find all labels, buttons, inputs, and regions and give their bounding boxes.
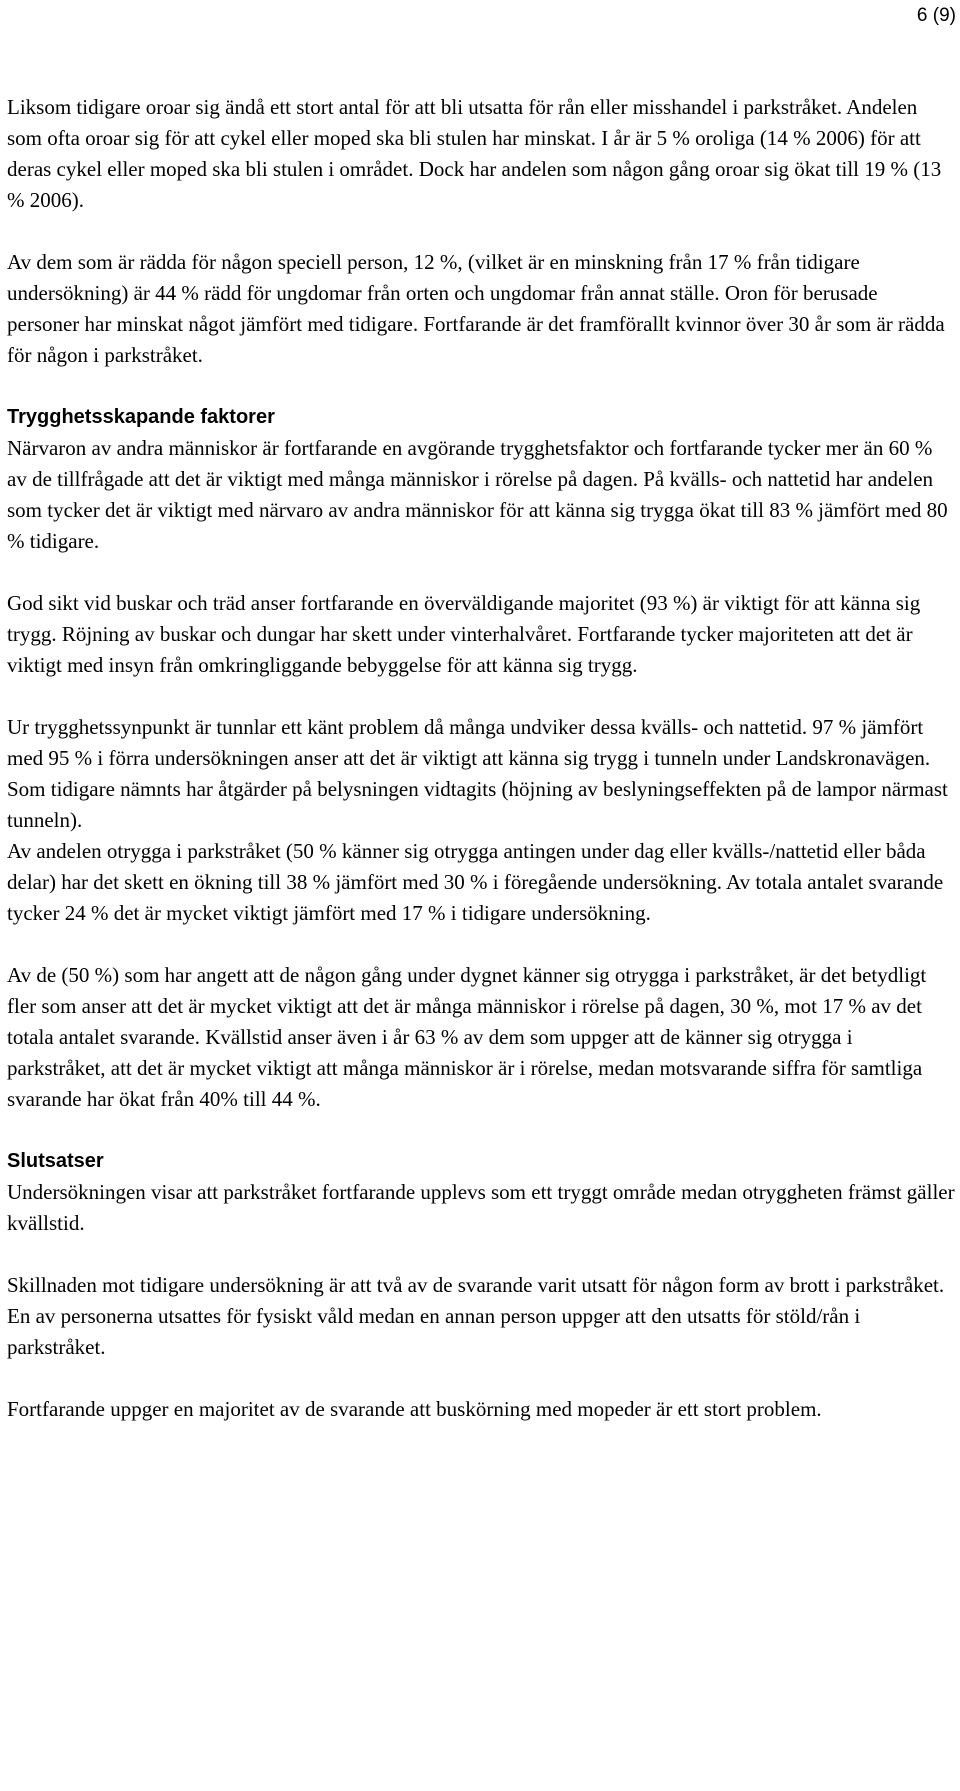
- paragraph-buskorning: Fortfarande uppger en majoritet av de svarande att buskörning med mopeder är ett stort problem.: [7, 1397, 822, 1421]
- paragraph-rån-misshandel: Liksom tidigare oroar sig ändå ett stort antal för att bli utsatta för rån eller misshandel i parkstråket. Andelen som ofta oroar sig för att cykel eller moped ska bli stulen har minskat. I år är 5 % oroliga (14 % 2006) för att deras cykel eller moped ska bli stulen i området. Dock har andelen som någon gång oroar sig ökat till 19 % (13 % 2006).: [7, 95, 942, 212]
- heading-slutsatser: Slutsatser: [7, 1150, 104, 1172]
- paragraph-god-sikt: God sikt vid buskar och träd anser fortfarande en överväldigande majoritet (93 %) är viktigt för att känna sig trygg. Röjning av buskar och dungar har skett under vinterhalvåret. Fortfarande tycker majoriteten att det är viktigt med insyn från omkringliggande bebyggelse för att känna sig trygg.: [7, 591, 921, 677]
- paragraph-undersokningen-visar: Undersökningen visar att parkstråket fortfarande upplevs som ett tryggt område medan otryggheten främst gäller kvällstid.: [7, 1180, 955, 1235]
- heading-trygghetsskapande-faktorer: Trygghetsskapande faktorer: [7, 406, 275, 428]
- document-body: [7, 92, 955, 1425]
- page-number: 6 (9): [916, 5, 956, 26]
- paragraph-tunnlar: Ur trygghetssynpunkt är tunnlar ett känt problem då många undviker dessa kvälls- och nattetid. 97 % jämfört med 95 % i förra undersökningen anser att det är viktigt att känna sig trygg i tunneln under Landskronavägen. Som tidigare nämnts har åtgärder på belysningen vidtagits (höjning av beslyningseffekten på de lampor närmast tunneln).: [7, 715, 948, 832]
- paragraph-otrygga-parkstraket: Av de (50 %) som har angett att de någon gång under dygnet känner sig otrygga i parkstråket, är det betydligt fler som anser att det är mycket viktigt att det är många människor i rörelse på dagen, 30 %, mot 17 % av det totala antalet svarande. Kvällstid anser även i år 63 % av dem som uppger att de känner sig otrygga i parkstråket, att det är mycket viktigt att många människor är i rörelse, medan motsvarande siffra för samtliga svarande har ökat från 40% till 44 %.: [7, 963, 927, 1111]
- paragraph-skillnaden: Skillnaden mot tidigare undersökning är att två av de svarande varit utsatt för någon form av brott i parkstråket. En av personerna utsattes för fysiskt våld medan en annan person uppger att den utsatts för stöld/rån i parkstråket.: [7, 1273, 945, 1359]
- paragraph-speciell-person: Av dem som är rädda för någon speciell person, 12 %, (vilket är en minskning från 17 % från tidigare undersökning) är 44 % rädd för ungdomar från orten och ungdomar från annat ställe. Oron för berusade personer har minskat något jämfört med tidigare. Fortfarande är det framförallt kvinnor över 30 år som är rädda för någon i parkstråket.: [7, 250, 945, 367]
- paragraph-otrygga-andel: Av andelen otrygga i parkstråket (50 % känner sig otrygga antingen under dag eller kvälls-/nattetid eller båda delar) har det skett en ökning till 38 % jämfört med 30 % i föregående undersökning. Av totala antalet svarande tycker 24 % det är mycket viktigt jämfört med 17 % i tidigare undersökning.: [7, 839, 944, 925]
- paragraph-narvaro-manniskor: Närvaron av andra människor är fortfarande en avgörande trygghetsfaktor och fortfarande tycker mer än 60 % av de tillfrågade att det är viktigt med många människor i rörelse på dagen. På kvälls- och nattetid har andelen som tycker det är viktigt med närvaro av andra människor för att känna sig trygga ökat till 83 % jämfört med 80 % tidigare.: [7, 436, 948, 553]
